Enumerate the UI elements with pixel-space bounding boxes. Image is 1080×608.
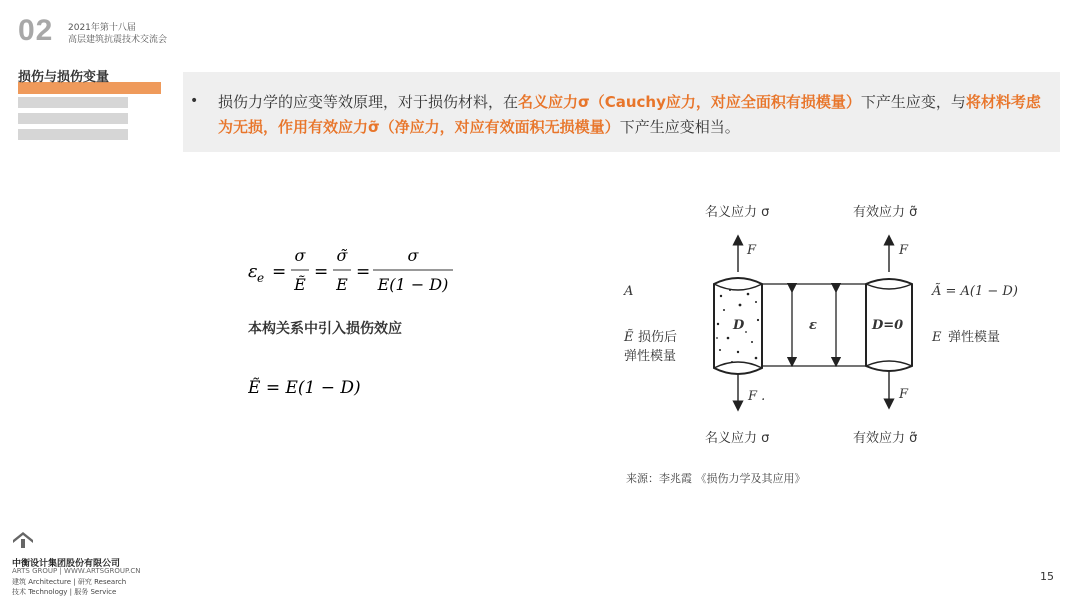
principle-highlight-effective: 将材料考虑为无损，作用有效应力σ̃（净应力，对应有效面积无损模量） bbox=[218, 93, 1041, 136]
label-nominal-stress-bottom: 名义应力 σ bbox=[705, 431, 770, 446]
company-name: 中衡设计集团股份有限公司 bbox=[12, 559, 121, 569]
damaged-modulus-formula-text: Ẽ = E(1 − D) bbox=[248, 378, 361, 398]
company-logo-icon bbox=[12, 530, 34, 550]
force-label-bottom-left: F . bbox=[748, 389, 766, 404]
fraction3-numerator: σ bbox=[407, 246, 419, 265]
page-number: 15 bbox=[1040, 570, 1054, 583]
source-citation: 来源：李兆霞 《损伤力学及其应用》 bbox=[626, 472, 806, 485]
modulus-symbol-left: Ẽ bbox=[624, 330, 634, 345]
modulus-text-left-1: 损伤后 bbox=[638, 330, 678, 345]
strain-label: ε bbox=[809, 318, 817, 333]
modulus-text-left-2: 弹性模量 bbox=[624, 349, 677, 364]
section-number: 02 bbox=[18, 14, 54, 47]
force-label-top-right: F bbox=[899, 243, 909, 258]
principle-text-seg5: 下产生应变相当。 bbox=[619, 118, 740, 136]
conference-title-line2: 高层建筑抗震技术交流会 bbox=[68, 35, 168, 45]
strain-equivalence-diagram bbox=[620, 192, 1050, 452]
undamaged-label: D=0 bbox=[872, 318, 904, 333]
services-line1: 建筑 Architecture | 研究 Research bbox=[12, 578, 127, 586]
conference-title-line1: 2021年第十八届 bbox=[68, 23, 136, 33]
company-english-name: ARTS GROUP | WWW.ARTSGROUP.CN bbox=[12, 567, 141, 575]
bullet-marker: • bbox=[190, 93, 199, 109]
area-label-right: Ã = A(1 − D) bbox=[932, 284, 1018, 299]
equals-sign: = bbox=[314, 262, 329, 282]
label-nominal-stress-top: 名义应力 σ bbox=[705, 205, 770, 220]
principle-text-seg3: 下产生应变，与 bbox=[860, 93, 966, 111]
undamaged-cylinder bbox=[866, 279, 912, 371]
equals-sign: = bbox=[272, 262, 287, 282]
label-effective-stress-bottom: 有效应力 σ̃ bbox=[853, 431, 918, 446]
fraction3-denominator: E(1 − D) bbox=[377, 275, 449, 294]
damaged-modulus-formula bbox=[248, 373, 388, 403]
strain-equivalence-formula bbox=[248, 243, 478, 299]
strain-indicator bbox=[762, 284, 868, 366]
formula-lhs-epsilon: ε bbox=[248, 261, 258, 282]
area-label-left: A bbox=[624, 284, 634, 299]
nav-item-placeholder[interactable] bbox=[18, 113, 128, 124]
fraction1-denominator: Ẽ bbox=[294, 275, 306, 294]
fraction2-denominator: E bbox=[336, 275, 348, 294]
damage-variable-label: D bbox=[733, 318, 745, 333]
damaged-cylinder bbox=[714, 278, 762, 374]
services-line2: 技术 Technology | 服务 Service bbox=[12, 588, 117, 596]
force-label-bottom-right: F bbox=[899, 387, 909, 402]
principle-text-seg1: 损伤力学的应变等效原理，对于损伤材料，在 bbox=[218, 93, 519, 111]
nav-item-placeholder[interactable] bbox=[18, 129, 128, 140]
modulus-symbol-right: E bbox=[932, 330, 942, 345]
fraction2-numerator: σ̃ bbox=[336, 246, 348, 265]
principle-highlight-nominal: 名义应力σ（Cauchy应力，对应全面积有损模量） bbox=[518, 93, 861, 111]
nav-item-placeholder[interactable] bbox=[18, 97, 128, 108]
formula-lhs-subscript: e bbox=[257, 271, 265, 285]
modulus-text-right: 弹性模量 bbox=[948, 330, 1001, 345]
fraction1-numerator: σ bbox=[294, 246, 306, 265]
equals-sign: = bbox=[356, 262, 371, 282]
force-label-top-left: F bbox=[747, 243, 757, 258]
principle-text bbox=[218, 90, 1043, 140]
label-effective-stress-top: 有效应力 σ̃ bbox=[853, 205, 918, 220]
nav-item-damage-variable[interactable]: 损伤与损伤变量 bbox=[18, 70, 110, 85]
constitutive-damage-label: 本构关系中引入损伤效应 bbox=[248, 321, 402, 337]
